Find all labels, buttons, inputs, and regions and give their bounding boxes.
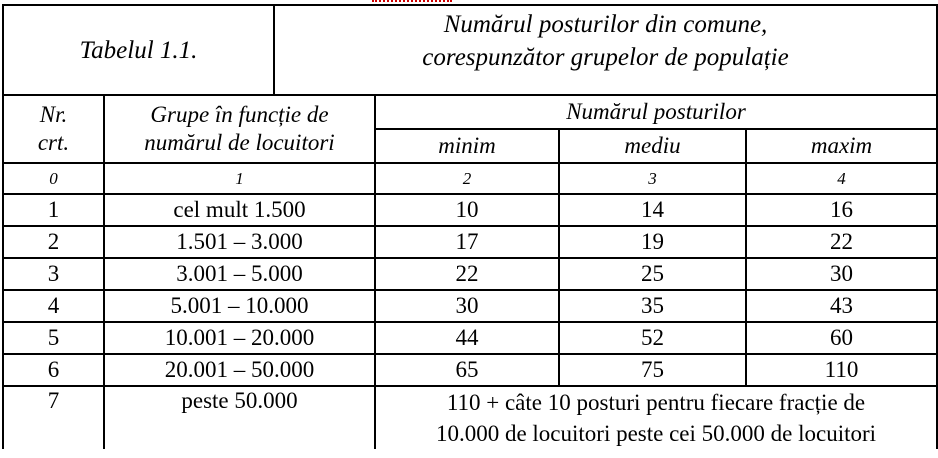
cell-avg: 19	[559, 226, 746, 258]
cell-nr: 7	[3, 386, 104, 449]
cell-avg: 25	[559, 258, 746, 290]
cell-group: 5.001 – 10.000	[104, 290, 375, 322]
cell-group: 10.001 – 20.000	[104, 322, 375, 354]
cell-min: 44	[375, 322, 559, 354]
cell-nr: 3	[3, 258, 104, 290]
cell-avg: 35	[559, 290, 746, 322]
table-number: Tabelul 1.1.	[3, 5, 274, 95]
table-row	[3, 258, 937, 290]
cell-max: 110	[746, 354, 937, 386]
cell-max: 22	[746, 226, 937, 258]
cell-nr: 5	[3, 322, 104, 354]
col-number: 3	[559, 163, 746, 194]
header-max: maxim	[746, 129, 937, 163]
cell-nr: 2	[3, 226, 104, 258]
cell-avg: 52	[559, 322, 746, 354]
cell-min: 65	[375, 354, 559, 386]
table-row	[3, 386, 937, 449]
cell-min: 30	[375, 290, 559, 322]
table-row	[3, 194, 937, 226]
col-number: 1	[104, 163, 375, 194]
cell-max: 16	[746, 194, 937, 226]
cell-min: 10	[375, 194, 559, 226]
cell-group: 20.001 – 50.000	[104, 354, 375, 386]
col-number: 0	[3, 163, 104, 194]
cell-max: 43	[746, 290, 937, 322]
cell-avg: 14	[559, 194, 746, 226]
header-nr: Nr. crt.	[3, 95, 104, 163]
cell-nr: 6	[3, 354, 104, 386]
cell-min: 22	[375, 258, 559, 290]
header-avg: mediu	[559, 129, 746, 163]
col-number: 4	[746, 163, 937, 194]
cell-max: 60	[746, 322, 937, 354]
cell-max: 30	[746, 258, 937, 290]
cell-nr: 4	[3, 290, 104, 322]
caption-line: Numărul posturilor din comune,	[443, 11, 768, 38]
cell-group: peste 50.000	[104, 386, 375, 449]
table-row	[3, 354, 937, 386]
header-group: Grupe în funcție de numărul de locuitori	[104, 95, 375, 163]
header-row	[3, 95, 937, 129]
cell-group: 3.001 – 5.000	[104, 258, 375, 290]
col-number: 2	[375, 163, 559, 194]
cell-min: 17	[375, 226, 559, 258]
column-numbers-row	[3, 163, 937, 194]
title-row	[3, 5, 937, 95]
table-row	[3, 322, 937, 354]
cell-group: 1.501 – 3.000	[104, 226, 375, 258]
header-min: minim	[375, 129, 559, 163]
posts-table	[2, 4, 938, 449]
table-row	[3, 290, 937, 322]
caption-line: corespunzător grupelor de populație	[422, 44, 789, 71]
table-caption	[274, 5, 937, 95]
table-row	[3, 226, 937, 258]
cell-nr: 1	[3, 194, 104, 226]
cell-avg: 75	[559, 354, 746, 386]
cell-group: cel mult 1.500	[104, 194, 375, 226]
cell-note: 110 + câte 10 posturi pentru fiecare fracție de 10.000 de locuitori peste cei 50.000 de locuitori	[375, 386, 937, 449]
header-posts: Numărul posturilor	[375, 95, 937, 129]
